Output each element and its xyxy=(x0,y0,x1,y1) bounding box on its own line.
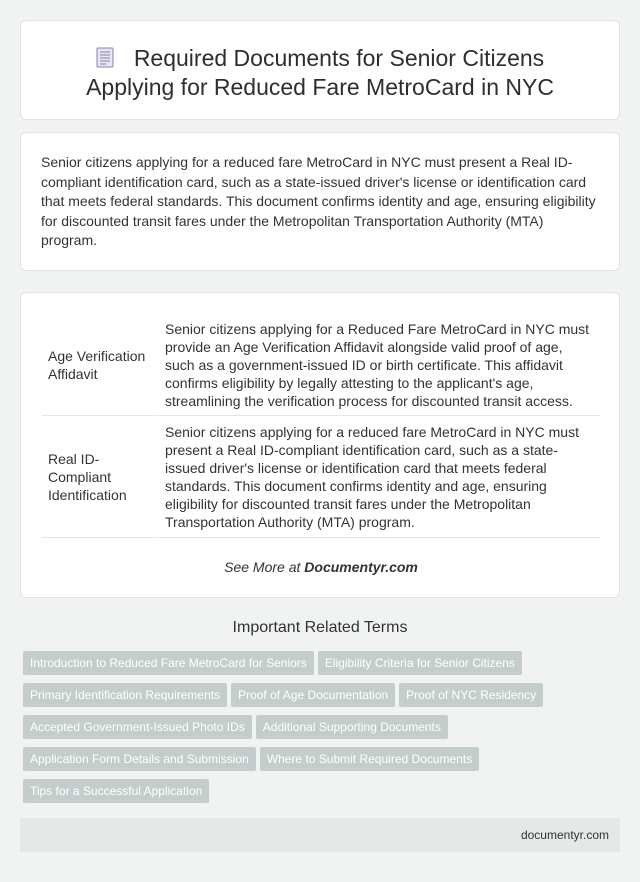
terms-table-card xyxy=(20,292,620,598)
footer xyxy=(20,818,620,852)
description-cell: Senior citizens applying for a reduced fare MetroCard in NYC must present a Real ID-compliant identification card, such as a state-issued driver's license or identification card that meets federal standards. This document confirms identity and age, ensuring eligibility for discounted transit fares under the Metropolitan Transportation Authority (MTA) program. xyxy=(157,416,600,538)
term-cell: Real ID-Compliant Identification xyxy=(42,416,157,538)
related-tag[interactable]: Proof of NYC Residency xyxy=(399,683,543,707)
related-tag[interactable]: Where to Submit Required Documents xyxy=(260,747,479,771)
table-row xyxy=(42,416,600,538)
related-tag[interactable]: Additional Supporting Documents xyxy=(256,715,448,739)
footer-site-link[interactable]: documentyr.com xyxy=(520,828,609,842)
related-tag[interactable]: Primary Identification Requirements xyxy=(23,683,227,707)
see-more-prefix: See More at xyxy=(224,559,305,575)
intro-paragraph: Senior citizens applying for a reduced fare MetroCard in NYC must present a Real ID-compliant identification card, such as a state-issued driver's license or identification card that meets federal standards. This document confirms identity and age, ensuring eligibility for discounted transit fares under the Metropolitan Transportation Authority (MTA) program. xyxy=(41,154,596,249)
related-tag[interactable]: Introduction to Reduced Fare MetroCard for Seniors xyxy=(23,651,314,675)
related-tag[interactable]: Eligibility Criteria for Senior Citizens xyxy=(318,651,522,675)
related-tag[interactable]: Accepted Government-Issued Photo IDs xyxy=(23,715,252,739)
see-more-link[interactable] xyxy=(21,559,621,575)
related-tag[interactable]: Application Form Details and Submission xyxy=(23,747,256,771)
related-terms-tags xyxy=(23,651,623,811)
related-terms-title: Important Related Terms xyxy=(232,619,408,636)
related-tag[interactable]: Proof of Age Documentation xyxy=(231,683,395,707)
related-tag[interactable]: Tips for a Successful Application xyxy=(23,779,209,803)
title-card xyxy=(20,20,620,120)
table-row xyxy=(42,315,600,416)
page-title-text: Required Documents for Senior Citizens Applying for Reduced Fare MetroCard in NYC xyxy=(86,45,554,100)
see-more-site[interactable]: Documentyr.com xyxy=(304,559,418,575)
term-cell: Age Verification Affidavit xyxy=(42,315,157,416)
intro-card xyxy=(20,132,620,271)
document-icon xyxy=(96,47,114,68)
terms-table xyxy=(42,315,600,538)
page-title xyxy=(21,44,619,102)
description-cell: Senior citizens applying for a Reduced Fare MetroCard in NYC must provide an Age Verification Affidavit alongside valid proof of age, such as a government-issued ID or birth certificate. This affidavit confirms eligibility by legally attesting to the applicant's age, streamlining the verification process for discounted transit access. xyxy=(157,315,600,416)
